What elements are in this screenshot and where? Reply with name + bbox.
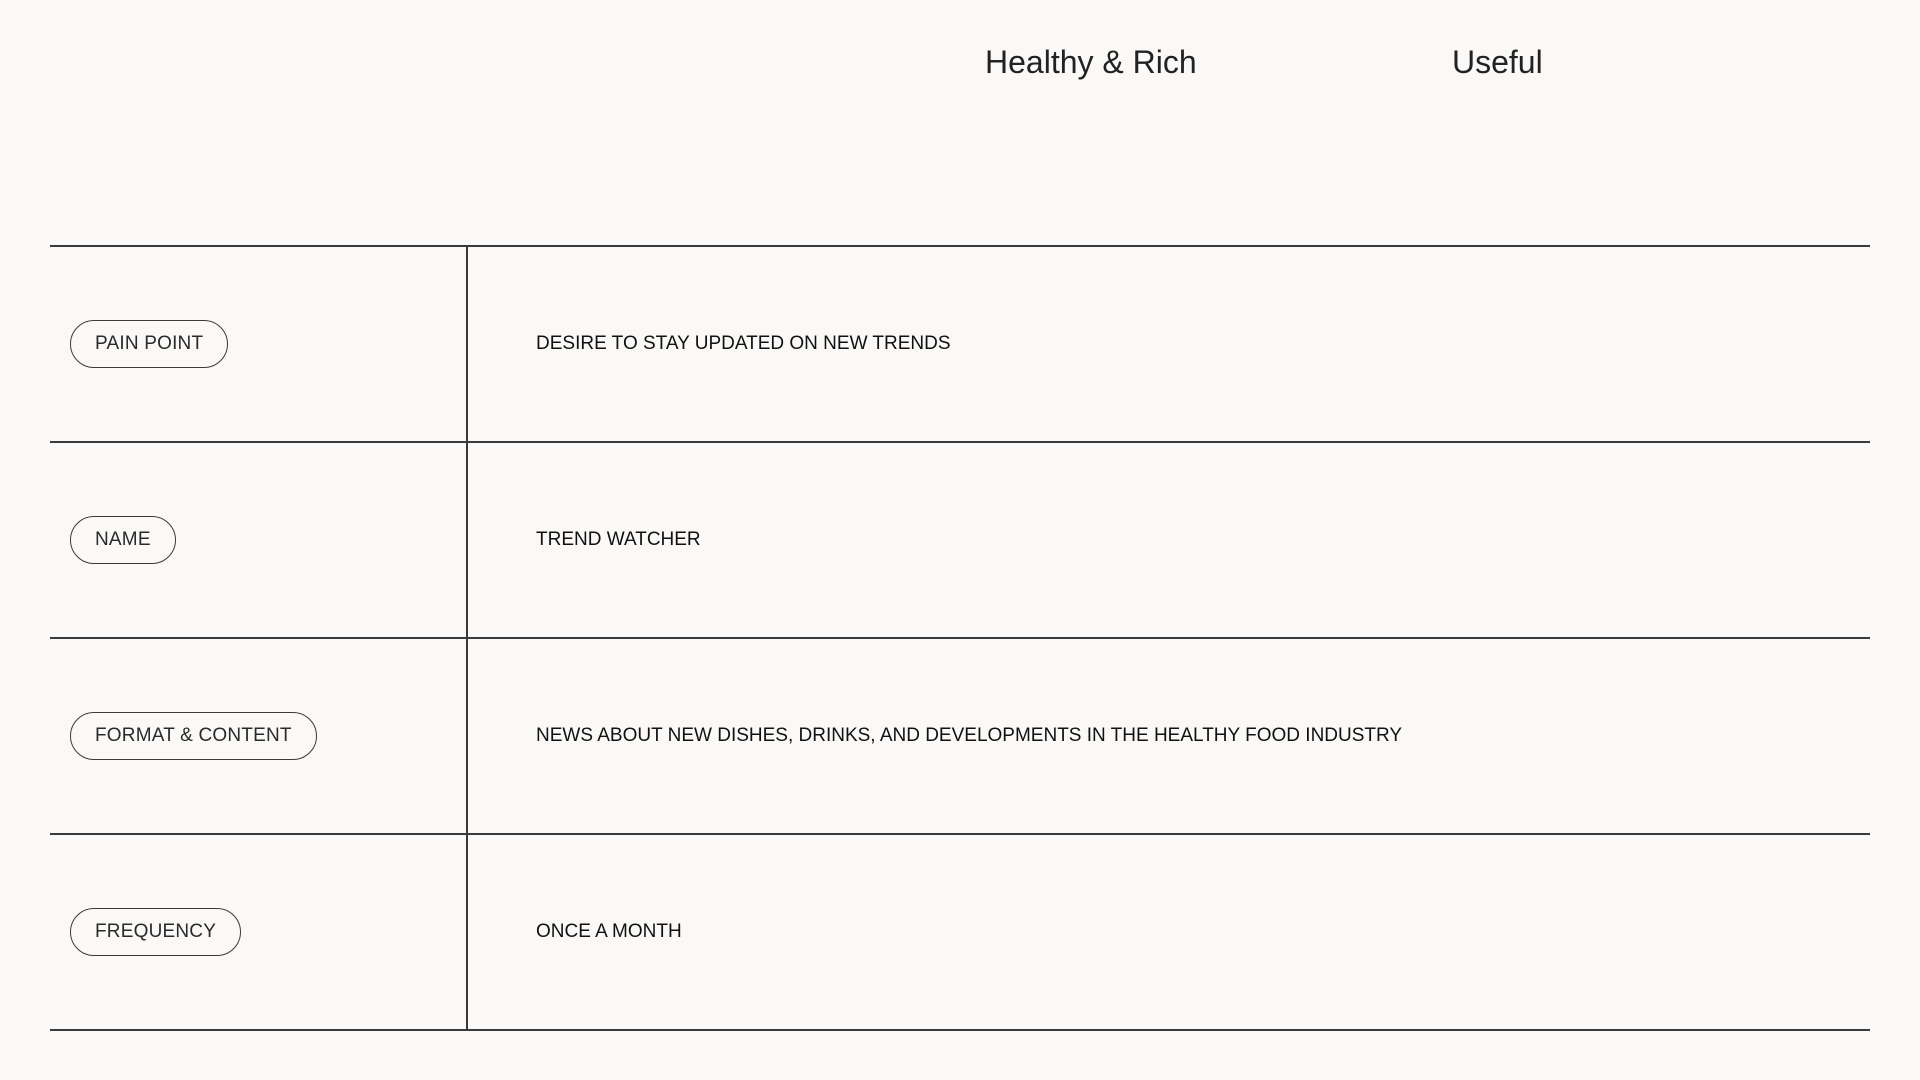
frequency-value: ONCE A MONTH: [536, 921, 682, 942]
table-row-pain-point: [50, 247, 1870, 443]
table-row-format-content: [50, 639, 1870, 835]
label-cell: [50, 443, 468, 637]
table-row-name: [50, 443, 1870, 639]
label-cell: [50, 639, 468, 833]
header-healthy-rich: Healthy & Rich: [985, 44, 1197, 80]
table-row-frequency: [50, 835, 1870, 1031]
content-table: [50, 245, 1870, 1031]
header-useful: Useful: [1452, 44, 1543, 80]
pain-point-pill[interactable]: PAIN POINT: [70, 320, 228, 368]
format-content-value: NEWS ABOUT NEW DISHES, DRINKS, AND DEVELOPMENTS IN THE HEALTHY FOOD INDUSTRY: [536, 725, 1403, 746]
format-content-pill[interactable]: FORMAT & CONTENT: [70, 712, 317, 760]
name-pill[interactable]: NAME: [70, 516, 176, 564]
value-cell: [468, 247, 1870, 441]
value-cell: [468, 443, 1870, 637]
name-value: TREND WATCHER: [536, 529, 701, 550]
label-cell: [50, 247, 468, 441]
value-cell: [468, 639, 1870, 833]
pain-point-value: DESIRE TO STAY UPDATED ON NEW TRENDS: [536, 333, 951, 354]
frequency-pill[interactable]: FREQUENCY: [70, 908, 241, 956]
value-cell: [468, 835, 1870, 1029]
label-cell: [50, 835, 468, 1029]
